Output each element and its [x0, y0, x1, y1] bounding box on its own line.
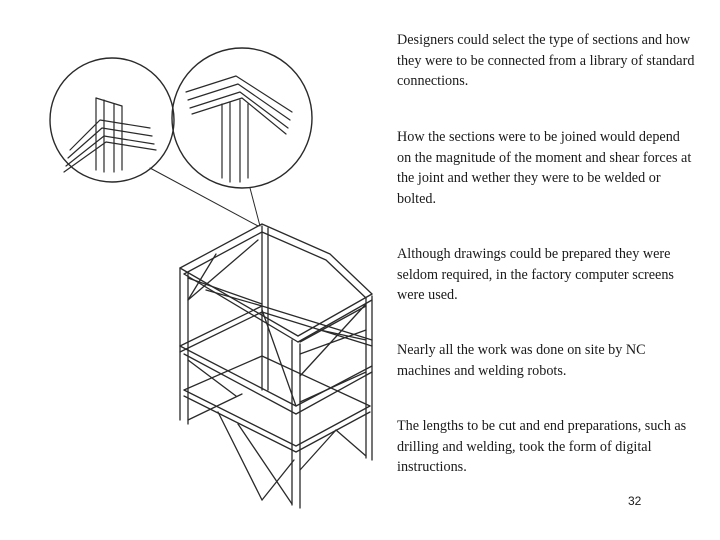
- joint-detail-circle-left: [50, 58, 174, 182]
- paragraph-drawings: Although drawings could be prepared they were seldom required, in the factory computer screens were used.: [397, 246, 674, 303]
- paragraph-nc-machines: Nearly all the work was done on site by NC machines and welding robots.: [397, 342, 646, 379]
- paragraph-standard-connections: Designers could select the type of sections and how they were to be connected from a library of standard connections.: [397, 32, 695, 89]
- paragraph-digital-instructions: The lengths to be cut and end preparations, such as drilling and welding, took the form of digital instructions.: [397, 418, 687, 475]
- steel-frame: [180, 224, 372, 508]
- joint-detail-circle-right: [172, 48, 312, 188]
- leader-line-right: [250, 188, 260, 226]
- page-number: 32: [628, 494, 642, 508]
- paragraph-joint-forces: How the sections were to be joined would depend on the magnitude of the moment and shear forces at the joint and wether they were to be welded or bolted.: [397, 129, 692, 207]
